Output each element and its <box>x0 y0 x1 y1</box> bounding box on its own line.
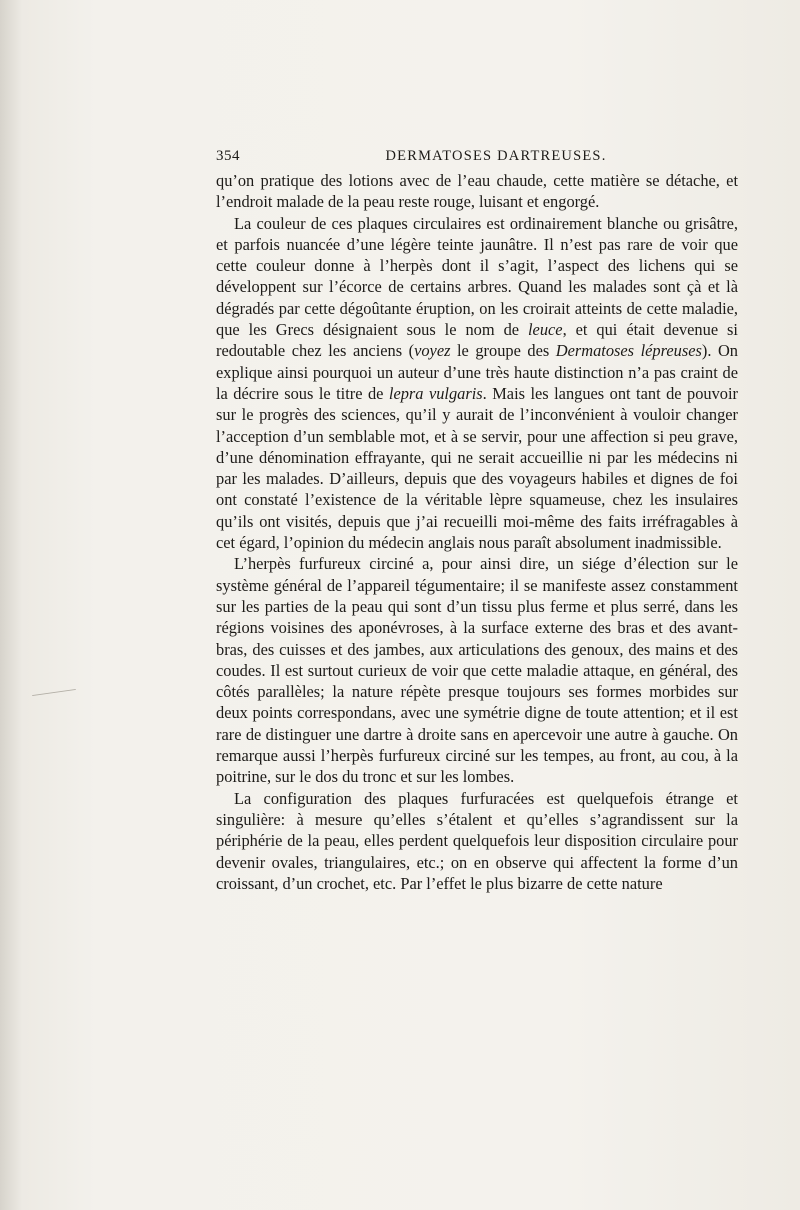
paragraph-text: . Mais les langues ont tant de pouvoir sur le progrès des sciences, qu’il y aurait de l’inconvénient à vouloir changer l’acception d’un semblable mot, et à se servir, pour une affection si peu grave, d’une dénomination effrayante, qui ne serait accueillie ni par les médecins ni par les malades. D’ailleurs, depuis que des voyageurs habiles et dignes de foi ont constaté l’existence de la véritable lèpre squameuse, chez les insulaires qu’ils ont visités, depuis que j’ai recueilli moi-même des faits irréfragables à cet égard, l’opinion du médecin anglais nous paraît absolument inadmissible. <box>216 383 738 553</box>
page-header <box>216 148 736 168</box>
running-head: DERMATOSES DARTREUSES. <box>385 148 607 164</box>
paragraph-text: La configuration des plaques furfuracées est quelquefois étrange et singulière: à mesure qu’elles s’étalent et qu’elles s’agrandissent sur la périphérie de la peau, elles perdent quelquefois leur disposition circulaire pour devenir ovales, triangulaires, etc.; on en observe qui affectent la forme d’un croissant, d’un crochet, etc. Par l’effet le plus bizarre de cette nature <box>216 788 738 893</box>
paragraph-3 <box>216 553 738 787</box>
paragraph-text: le groupe des <box>450 341 556 361</box>
term-leuce: leuce <box>528 320 563 340</box>
paragraph-1 <box>216 170 738 213</box>
binding-shadow <box>0 0 22 1210</box>
cross-reference-voyez: voyez <box>414 341 451 361</box>
paragraph-2 <box>216 213 738 554</box>
paragraph-text: L’herpès furfureux circiné a, pour ainsi dire, un siége d’élection sur le système général de l’appareil tégumentaire; il se manifeste assez constamment sur les parties de la peau qui sont d’un tissu plus ferme et plus serré, dans les régions voisines des aponévroses, à la surface externe des bras et des avant-bras, des cuisses et des jambes, aux articulations des genoux, des mains et des coudes. Il est surtout curieux de voir que cette maladie attaque, en général, des côtés parallèles; la nature répète presque toujours ses formes morbides sur deux points correspondans, avec une symétrie digne de toute attention; et il est rare de distinguer une dartre à droite sans en apercevoir une autre à gauche. On remarque aussi l’herpès furfureux circiné sur les tempes, au front, au cou, à la poitrine, sur le dos du tronc et sur les lombes. <box>216 554 738 787</box>
body-text <box>216 170 738 894</box>
paragraph-text: qu’on pratique des lotions avec de l’eau chaude, cette matière se détache, et l’endroit malade de la peau reste rouge, luisant et engorgé. <box>216 171 738 212</box>
cross-reference-group: Dermatoses lépreuses <box>555 341 702 361</box>
paragraph-4 <box>216 788 738 894</box>
paragraph-text: , et qui était devenue si redoutable chez les anciens ( <box>216 320 738 361</box>
term-lepra-vulgaris: lepra vulgaris <box>388 383 483 403</box>
page-number: 354 <box>216 148 240 164</box>
paragraph-text: La couleur de ces plaques circulaires est ordinairement blanche ou grisâtre, et parfois nuancée d’une légère teinte jaunâtre. Il n’est pas rare de voir que cette couleur donne à l’herpès dont il s’agit, l’aspect des lichens qui se développent sur l’écorce de certains arbres. Quand les malades sont çà et là dégradés par cette dégoûtante éruption, on les croirait atteints de cette maladie, que les Grecs désignaient sous le nom de <box>216 213 738 340</box>
paragraph-text: ). On explique ainsi pourquoi un auteur d’une très haute distinction n’a pas craint de la décrire sous le titre de <box>216 341 738 403</box>
